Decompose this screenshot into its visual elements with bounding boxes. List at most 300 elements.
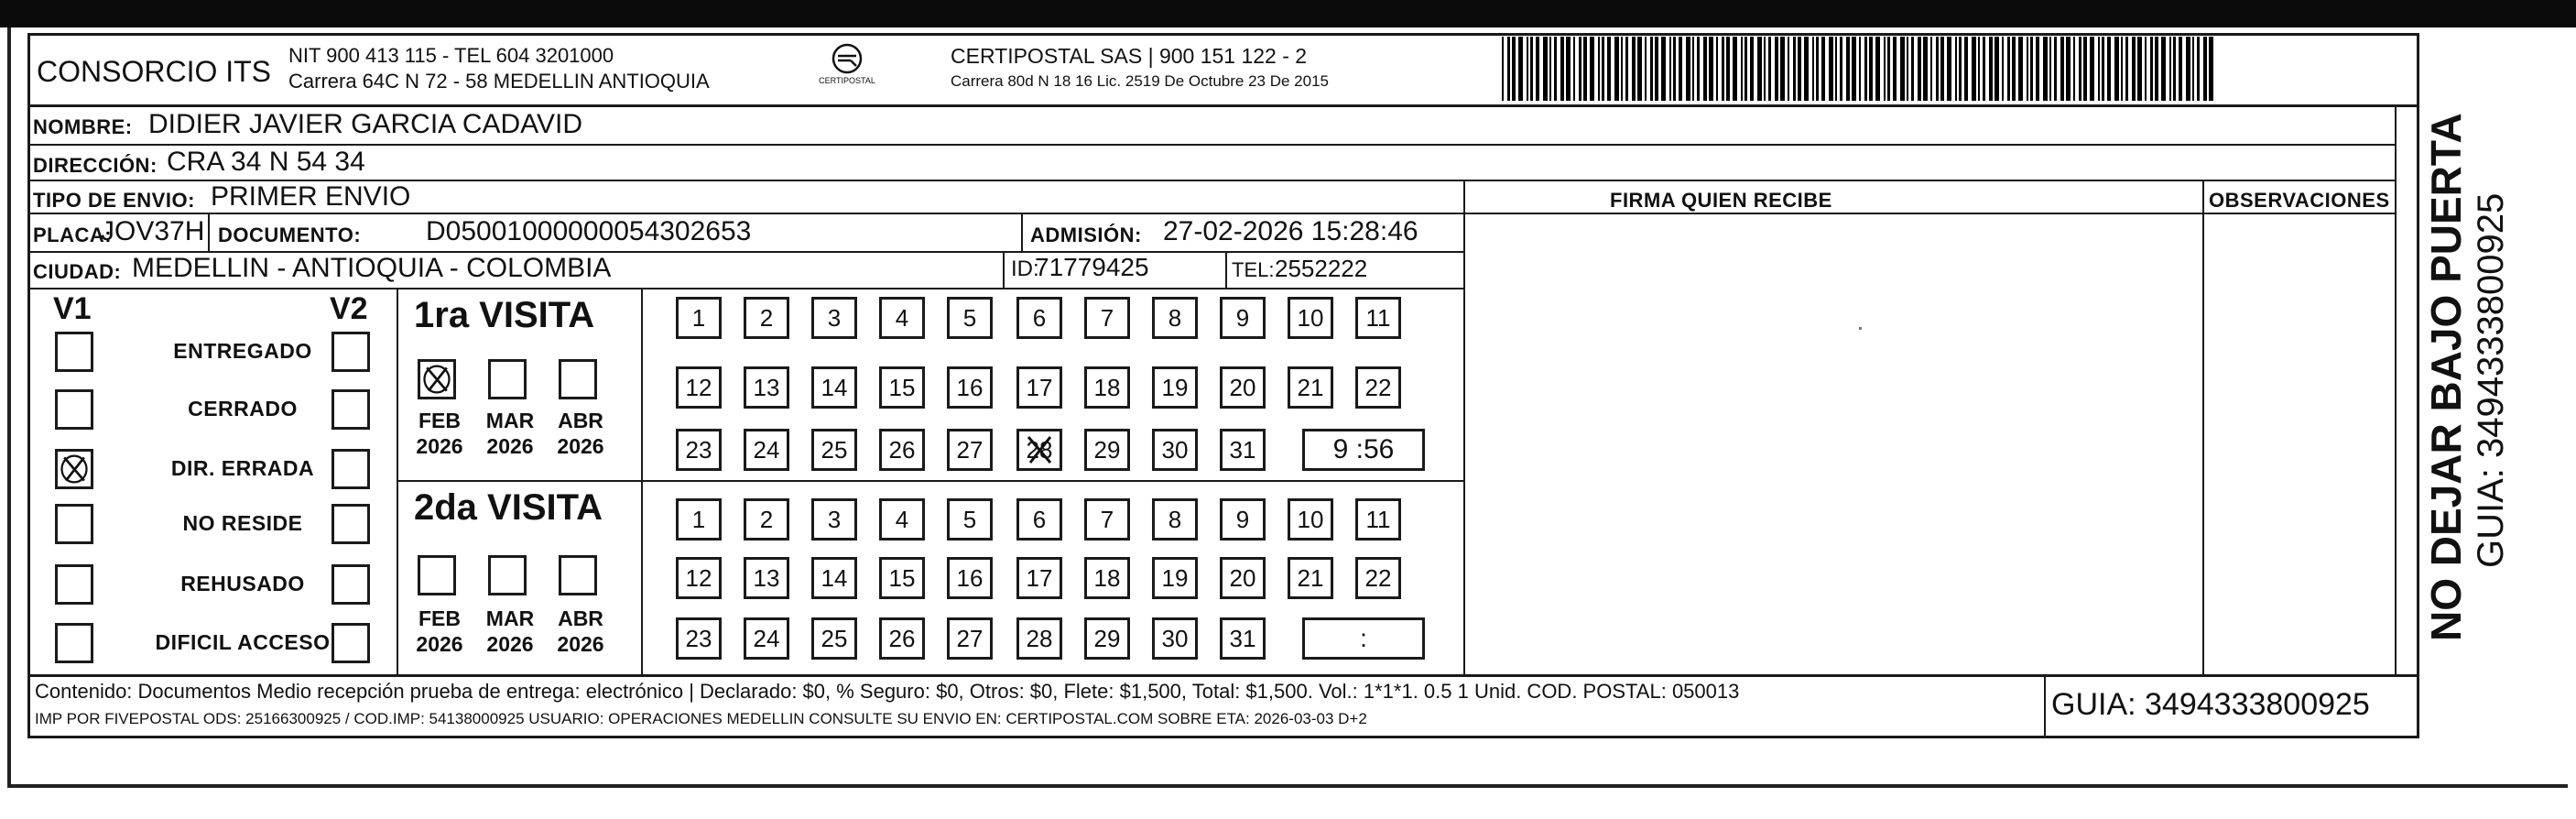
v2-checkbox[interactable] [332,504,370,544]
day-number: 11 [1365,506,1391,533]
month-checkbox[interactable] [488,359,527,399]
documento-label: DOCUMENTO: [218,224,362,246]
barcode-bar [2150,37,2153,101]
status-label: DIFICIL ACCESO [155,630,331,654]
day-box[interactable] [811,617,857,660]
day-number: 29 [1093,436,1121,464]
day-box[interactable] [1016,429,1062,471]
status-label: REHUSADO [180,572,305,595]
id-label: ID: [1011,257,1039,281]
barcode-bar [1692,37,1694,101]
barcode-bar [1764,37,1766,101]
day-box[interactable] [1355,366,1401,409]
month-checkbox[interactable] [418,555,456,595]
company-address: Carrera 64C N 72 - 58 MEDELLIN ANTIOQUIA [288,70,710,93]
barcode-bar [1632,37,1636,101]
barcode-bar [1697,37,1700,101]
v2-checkbox[interactable] [332,564,370,605]
day-number: 13 [753,564,780,592]
visit-time-box[interactable] [1302,429,1425,471]
day-box[interactable] [1084,498,1130,541]
barcode-bar [1918,37,1921,101]
barcode-bar [1907,37,1908,101]
day-box[interactable] [1152,557,1198,599]
visit2-title: 2da VISITA [414,487,603,528]
barcode-bar [2060,37,2064,101]
barcode-bar [2083,37,2087,101]
day-number: 28 [1026,436,1053,464]
barcode-bar [2036,37,2039,101]
barcode-bar [2179,37,2182,101]
scan-top-bar [0,0,2576,27]
barcode-bar [2098,37,2100,101]
barcode-bar [1757,37,1762,101]
v2-checkbox[interactable] [332,332,370,372]
day-number: 31 [1229,625,1256,652]
barcode-bar [1775,37,1778,101]
barcode-bar [1645,37,1647,101]
day-box[interactable] [879,498,925,541]
barcode-bar [2043,37,2048,101]
day-box[interactable] [1288,366,1333,409]
barcode-bar [1994,37,1999,101]
divider [2044,674,2046,738]
barcode-bar [1518,37,1523,101]
divider [1225,251,1227,288]
barcode-bar [1745,37,1747,101]
day-box[interactable] [676,498,722,541]
barcode-bar [1703,37,1707,101]
barcode-bar [1560,37,1564,101]
barcode-bar [1768,37,1771,101]
divider [2202,180,2204,674]
day-number: 1 [691,506,706,533]
day-box[interactable] [744,617,789,660]
barcode-bar [1780,37,1785,101]
day-box[interactable] [811,297,857,339]
barcode-bar [1716,37,1718,101]
day-box[interactable] [676,557,722,599]
day-box[interactable] [1288,498,1333,541]
day-box[interactable] [744,429,789,471]
day-number: 3 [827,506,842,533]
barcode-bar [2079,37,2081,101]
day-number: 20 [1229,564,1256,592]
v1-checkbox[interactable] [55,623,93,663]
day-box[interactable] [1016,557,1062,599]
v1-checkbox[interactable] [55,389,93,430]
barcode-bar [2012,37,2016,101]
day-number: 31 [1229,436,1256,464]
month-checkbox[interactable] [559,555,597,595]
barcode-bar [1835,37,1837,101]
day-number: 25 [821,625,848,652]
day-box[interactable] [947,557,993,599]
barcode-bar [1530,37,1533,101]
barcode-bar [1590,37,1594,101]
barcode-bar [2002,37,2004,101]
placa-label: PLACA: [33,224,113,246]
day-box[interactable] [744,297,789,339]
day-box[interactable] [879,557,925,599]
day-number: 27 [956,436,984,464]
barcode-bar [1579,37,1581,101]
v2-checkbox[interactable] [332,389,370,430]
day-number: 16 [956,564,984,592]
tipo-envio-value: PRIMER ENVIO [211,181,411,212]
barcode-bar [1936,37,1939,101]
day-box[interactable] [811,498,857,541]
tel-value: 2552222 [1275,255,1368,282]
nombre-label: NOMBRE: [33,115,133,138]
day-box[interactable] [1152,429,1198,471]
day-number: 7 [1100,506,1114,533]
v1-checkbox[interactable] [55,332,93,372]
barcode-bar [2121,37,2123,101]
day-number: 30 [1161,436,1189,464]
barcode-bar [1741,37,1743,101]
barcode-bar [2125,37,2128,101]
day-box[interactable] [1152,498,1198,541]
divider [27,213,2395,214]
divider [1021,213,1023,251]
day-box[interactable] [947,429,993,471]
visit-time: 9 :56 [1332,434,1395,464]
day-box[interactable] [811,429,857,471]
day-number: 19 [1161,374,1189,401]
status-label: ENTREGADO [173,339,312,363]
day-box[interactable] [811,366,857,409]
month-checkbox[interactable] [559,359,597,399]
day-box[interactable] [1016,366,1062,409]
barcode-bar [1989,37,1993,101]
barcode-bar [1840,37,1842,101]
carrier-name: CERTIPOSTAL SAS | 900 151 122 - 2 [951,44,1308,68]
no-dejar-bajo-puerta: NO DEJAR BAJO PUERTA [2422,113,2470,641]
day-number: 5 [962,506,977,533]
divider [397,288,398,674]
day-number: 13 [753,374,780,401]
day-box[interactable] [676,617,722,660]
v1-checkbox[interactable] [55,564,93,605]
day-box[interactable] [1355,557,1401,599]
month-label: MAR 2026 [485,409,535,458]
barcode-bar [1733,37,1737,101]
barcode-bar [1959,37,1962,101]
barcode-bar [1607,37,1611,101]
day-box[interactable] [1084,297,1130,339]
barcode-bar [1978,37,1980,101]
handwritten-x-mark [420,362,453,397]
barcode [1502,37,2225,101]
barcode-bar [1583,37,1587,101]
day-number: 21 [1297,564,1324,592]
barcode-bar [1864,37,1867,101]
divider [27,674,2419,677]
barcode-bar [1887,37,1890,101]
barcode-bar [1566,37,1571,101]
scan-bottom-edge [7,784,2568,788]
barcode-bar [2192,37,2194,101]
barcode-bar [2173,37,2176,101]
footer-guia: GUIA: 3494333800925 [2051,687,2370,722]
day-box[interactable] [1288,557,1333,599]
barcode-bar [1859,37,1861,101]
barcode-bar [2114,37,2119,101]
day-number: 11 [1365,304,1391,332]
day-number: 26 [888,436,916,464]
day-number: 22 [1364,564,1392,592]
barcode-bar [2161,37,2166,101]
day-number: 24 [753,625,780,652]
day-number: 8 [1168,506,1182,533]
certipostal-logo: CERTIPOSTAL [810,40,884,97]
day-box[interactable] [811,557,857,599]
firma-header: FIRMA QUIEN RECIBE [1610,189,1832,212]
day-box[interactable] [1355,498,1401,541]
day-number: 3 [827,304,842,332]
day-box[interactable] [676,429,722,471]
status-label: CERRADO [188,397,298,420]
day-number: 4 [895,304,909,332]
day-box[interactable] [1288,297,1333,339]
scan-speck [1859,327,1862,330]
barcode-bar [1507,37,1510,101]
carrier-address: Carrera 80d N 18 16 Lic. 2519 De Octubre 23 De 2015 [951,72,1329,90]
barcode-bar [1804,37,1809,101]
month-label: ABR 2026 [557,606,604,656]
barcode-bar [1947,37,1951,101]
day-box[interactable] [879,366,925,409]
day-box[interactable] [744,366,789,409]
barcode-bar [1673,37,1676,101]
day-box[interactable] [947,366,993,409]
day-box[interactable] [1220,617,1266,660]
barcode-bar [2169,37,2171,101]
barcode-bar [2197,37,2200,101]
day-box[interactable] [879,617,925,660]
tel-label: TEL: [1232,258,1275,281]
day-number: 30 [1161,625,1189,652]
visit1-title: 1ra VISITA [414,295,595,335]
v2-checkbox[interactable] [332,449,370,489]
barcode-bar [2155,37,2158,101]
day-box[interactable] [1220,366,1266,409]
day-number: 4 [895,506,909,533]
barcode-bar [1972,37,1976,101]
barcode-bar [1621,37,1623,101]
month-label: FEB 2026 [416,409,463,458]
day-box[interactable] [1220,297,1266,339]
barcode-bar [1983,37,1985,101]
barcode-bar [1573,37,1575,101]
day-box[interactable] [1152,297,1198,339]
v2-checkbox[interactable] [332,623,370,663]
day-box[interactable] [879,429,925,471]
divider [27,144,2395,146]
day-number: 28 [1026,625,1053,652]
barcode-bar [1750,37,1754,101]
day-number: 1 [691,304,706,332]
day-box[interactable] [947,297,993,339]
barcode-bar [1602,37,1604,101]
day-number: 29 [1093,625,1121,652]
barcode-bar [1661,37,1666,101]
day-number: 15 [888,374,916,401]
company-name: CONSORCIO ITS [37,55,272,88]
barcode-bar [2186,37,2190,101]
day-box[interactable] [1016,617,1062,660]
barcode-bar [2132,37,2136,101]
barcode-bar [1852,37,1856,101]
barcode-bar [1788,37,1789,101]
barcode-bar [2027,37,2028,101]
day-box[interactable] [879,297,925,339]
day-number: 26 [888,625,916,652]
barcode-bar [2073,37,2075,101]
day-number: 23 [685,436,712,464]
barcode-bar [1930,37,1932,101]
month-checkbox[interactable] [418,359,456,399]
barcode-bar [2145,37,2147,101]
day-number: 24 [753,436,780,464]
day-number: 14 [821,374,848,401]
day-number: 17 [1026,564,1053,592]
barcode-bar [1598,37,1600,101]
barcode-bar [1554,37,1557,101]
barcode-bar [1911,37,1914,101]
footer-content-line: Contenido: Documentos Medio recepción prueba de entrega: electrónico | Declarado: $0, % Seguro: $0, Otros: $0, Flete: $1,500, Total: $1,500. Vol.: 1*1*1. 0.5 1 Unid. COD. POSTAL: 050013 [35,680,1740,703]
divider [208,213,210,251]
day-number: 18 [1093,374,1121,401]
barcode-bar [1884,37,1886,101]
barcode-bar [1679,37,1682,101]
day-box[interactable] [947,617,993,660]
day-number: 16 [956,374,984,401]
day-box[interactable] [1152,366,1198,409]
side-guia: GUIA: 3494333800925 [2471,192,2511,568]
barcode-bar [1793,37,1796,101]
day-number: 22 [1364,374,1392,401]
barcode-bar [1821,37,1825,101]
day-box[interactable] [1220,498,1266,541]
barcode-bar [1875,37,1880,101]
day-number: 23 [685,625,712,652]
day-box[interactable] [744,557,789,599]
barcode-bar [1900,37,1905,101]
day-box[interactable] [1220,557,1266,599]
barcode-bar [1614,37,1619,101]
direccion-label: DIRECCIÓN: [33,154,158,177]
day-box[interactable] [947,498,993,541]
day-box[interactable] [676,366,722,409]
v2-header: V2 [330,291,368,326]
barcode-bar [2066,37,2071,101]
divider [397,480,1463,482]
divider [2395,104,2397,674]
month-label: MAR 2026 [485,606,535,656]
observaciones-header: OBSERVACIONES [2209,189,2390,212]
day-box[interactable] [1220,429,1266,471]
barcode-bar [1512,37,1516,101]
v1-header: V1 [53,291,92,326]
day-box[interactable] [1084,429,1130,471]
barcode-bar [1955,37,1957,101]
day-number: 18 [1093,564,1121,592]
day-number: 12 [685,564,712,592]
day-number: 8 [1168,304,1182,332]
day-box[interactable] [1084,366,1130,409]
admision-label: ADMISIÓN: [1030,224,1142,246]
day-number: 19 [1161,564,1189,592]
day-number: 6 [1032,506,1047,533]
day-box[interactable] [1152,617,1198,660]
day-box[interactable] [676,297,722,339]
placa-value: JOV37H [101,216,205,246]
nombre-value: DIDIER JAVIER GARCIA CADAVID [148,109,582,139]
status-label: DIR. ERRADA [170,456,315,480]
divider [27,288,1463,289]
barcode-bar [1940,37,1944,101]
day-number: 15 [888,564,916,592]
day-box[interactable] [1355,297,1401,339]
barcode-bar [2209,37,2213,101]
day-number: 20 [1229,374,1256,401]
barcode-bar [1637,37,1642,101]
visit-time-box[interactable] [1302,617,1425,660]
barcode-bar [2102,37,2104,101]
barcode-bar [1709,37,1713,101]
barcode-bar [1722,37,1724,101]
day-number: 6 [1032,304,1047,332]
documento-value: D05001000000054302653 [426,216,752,246]
month-checkbox[interactable] [488,555,527,595]
handwritten-x-mark [58,452,91,486]
id-value: 71779425 [1035,253,1149,281]
day-box[interactable] [1016,297,1062,339]
barcode-bar [2018,37,2023,101]
status-label: NO RESIDE [182,511,303,535]
day-box[interactable] [1016,498,1062,541]
v1-checkbox[interactable] [55,449,93,489]
barcode-bar [2054,37,2057,101]
barcode-bar [1655,37,1658,101]
barcode-bar [1527,37,1528,101]
side-guia-block [2473,73,2518,568]
day-number: 10 [1297,506,1324,533]
barcode-bar [1846,37,1850,101]
day-number: 5 [962,304,977,332]
day-number: 27 [956,625,984,652]
day-box[interactable] [1084,617,1130,660]
v1-checkbox[interactable] [55,504,93,544]
barcode-bar [2107,37,2111,101]
day-box[interactable] [744,498,789,541]
day-number: 2 [759,506,774,533]
barcode-bar [1923,37,1928,101]
divider [1463,180,1465,674]
barcode-bar [1964,37,1968,101]
handwritten-x-mark [1019,431,1060,468]
ciudad-value: MEDELLIN - ANTIOQUIA - COLOMBIA [132,253,612,283]
barcode-bar [2030,37,2033,101]
barcode-bar [1893,37,1897,101]
day-box[interactable] [1084,557,1130,599]
barcode-bar [2090,37,2094,101]
day-number: 9 [1235,506,1250,533]
month-label: ABR 2026 [557,409,604,458]
barcode-bar [1650,37,1653,101]
